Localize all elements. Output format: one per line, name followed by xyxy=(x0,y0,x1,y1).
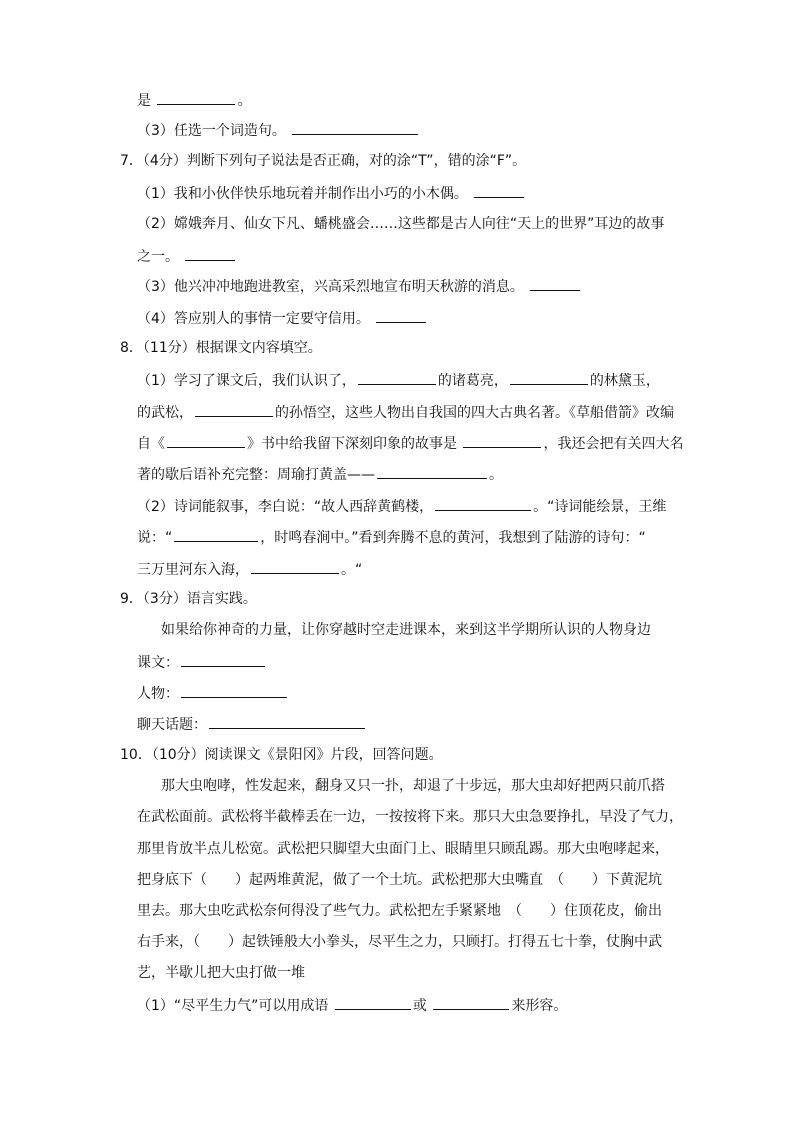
line-text: 的武松， xyxy=(137,405,193,421)
text-line xyxy=(137,464,503,485)
line-text: 把身底下（ ）起两堆黄泥，做了一个土坑。武松把那大虫嘴直 （ ）下黄泥坑 xyxy=(137,872,662,888)
text-line xyxy=(137,370,660,391)
line-text: ，时鸣春涧中。”看到奔腾不息的黄河，我想到了陆游的诗句：“ xyxy=(260,530,646,546)
answer-blank[interactable] xyxy=(181,683,287,698)
text-line xyxy=(137,901,662,921)
answer-blank[interactable] xyxy=(174,527,258,542)
answer-blank[interactable] xyxy=(510,370,588,385)
line-text: 课文： xyxy=(137,655,179,671)
answer-blank[interactable] xyxy=(335,995,411,1010)
line-text: （2）诗词能叙事，李白说：“故人西辞黄鹤楼， xyxy=(137,499,434,515)
text-line xyxy=(137,559,362,580)
text-line xyxy=(161,776,665,796)
answer-blank[interactable] xyxy=(292,120,418,135)
text-line xyxy=(137,963,305,983)
text-line xyxy=(137,402,674,423)
answer-blank[interactable] xyxy=(181,652,265,667)
text-line xyxy=(137,246,237,267)
answer-blank[interactable] xyxy=(435,496,531,511)
answer-blank[interactable] xyxy=(209,714,365,729)
text-line xyxy=(137,276,582,297)
line-text: 7．（4分）判断下列句子说法是否正确，对的涂“T”，错的涂“F”。 xyxy=(120,153,527,169)
text-line xyxy=(137,496,666,517)
line-text: 的孙悟空，这些人物出自我国的四大古典名著。《草船借箭》改编 xyxy=(275,405,674,421)
text-line xyxy=(137,308,428,329)
answer-blank[interactable] xyxy=(474,183,524,198)
line-text: 自《 xyxy=(137,436,165,452)
text-line xyxy=(137,932,662,952)
line-text: 的林黛玉， xyxy=(589,373,660,389)
answer-blank[interactable] xyxy=(530,276,580,291)
line-text: 那里肯放半点儿松宽。武松把只脚望大虫面门上、眼睛里只顾乱踢。那大虫咆哮起来， xyxy=(137,841,669,857)
answer-blank[interactable] xyxy=(376,308,426,323)
text-line xyxy=(137,839,669,859)
line-text: 。 xyxy=(237,93,252,109)
text-line xyxy=(120,338,322,358)
text-line xyxy=(120,745,443,765)
answer-blank[interactable] xyxy=(377,464,487,479)
text-line xyxy=(120,151,526,171)
answer-blank[interactable] xyxy=(167,433,245,448)
text-line xyxy=(120,589,257,609)
answer-blank[interactable] xyxy=(433,995,509,1010)
line-text: 。“诗词能绘景，王维 xyxy=(533,499,667,515)
text-line xyxy=(137,214,664,234)
text-line xyxy=(137,995,567,1016)
text-line xyxy=(137,527,646,548)
line-text: 那大虫咆哮，性发起来，翻身又只一扑，却退了十步远，那大虫却好把两只前爪搭 xyxy=(161,778,665,794)
line-text: 10．（10分）阅读课文《景阳冈》片段，回答问题。 xyxy=(120,747,443,763)
text-line xyxy=(137,652,267,673)
line-text: 里去。那大虫吃武松奈何得没了些气力。武松把左手紧紧地 （ ）住顶花皮，偷出 xyxy=(137,903,662,919)
line-text: 》书中给我留下深刻印象的故事是 xyxy=(247,436,462,452)
text-line xyxy=(137,433,683,454)
line-text: （3）他兴冲冲地跑进教室，兴高采烈地宣布明天秋游的消息。 xyxy=(137,279,529,295)
line-text: （1）我和小伙伴快乐地玩着并制作出小巧的小木偶。 xyxy=(137,186,473,202)
text-line xyxy=(137,714,367,735)
line-text: （3）任选一个词造句。 xyxy=(137,123,291,139)
text-line xyxy=(161,620,651,640)
line-text: （4）答应别人的事情一定要守信用。 xyxy=(137,311,375,327)
line-text: 著的歇后语补充完整：周瑜打黄盖—— xyxy=(137,467,375,483)
answer-blank[interactable] xyxy=(157,90,235,105)
line-text: 。“ xyxy=(341,562,363,578)
line-text: （2）嫦娥奔月、仙女下凡、蟠桃盛会……这些都是古人向往“天上的世界”耳边的故事 xyxy=(137,216,665,232)
line-text: 艺，半歇儿把大虫打做一堆 xyxy=(137,965,305,981)
line-text: 之一。 xyxy=(137,249,184,265)
line-text: 在武松面前。武松将半截棒丢在一边，一按按将下来。那只大虫急要挣扎，早没了气力， xyxy=(137,809,683,825)
line-text: 或 xyxy=(412,998,432,1014)
text-line xyxy=(137,183,526,204)
answer-blank[interactable] xyxy=(358,370,436,385)
answer-blank[interactable] xyxy=(185,246,235,261)
line-text: 是 xyxy=(137,93,156,109)
line-text: 。 xyxy=(489,467,503,483)
text-line xyxy=(137,870,662,890)
line-text: （1）“尽平生力气”可以用成语 xyxy=(137,998,333,1014)
line-text: 9．（3分）语言实践。 xyxy=(120,591,257,607)
line-text: 右手来，（ ）起铁锤般大小拳头，尽平生之力，只顾打。打得五七十拳，仗胸中武 xyxy=(137,934,662,950)
text-line xyxy=(137,90,251,111)
answer-blank[interactable] xyxy=(195,402,273,417)
text-line xyxy=(137,807,683,827)
line-text: 来形容。 xyxy=(511,998,568,1014)
line-text: 如果给你神奇的力量，让你穿越时空走进课本，来到这半学期所认识的人物身边 xyxy=(161,622,651,638)
line-text: 8．（11分）根据课文内容填空。 xyxy=(120,340,322,356)
line-text: （1）学习了课文后，我们认识了， xyxy=(137,373,356,389)
line-text: 人物： xyxy=(137,686,179,702)
text-line xyxy=(137,683,289,704)
text-line xyxy=(137,120,420,141)
line-text: 的诸葛亮， xyxy=(437,373,508,389)
answer-blank[interactable] xyxy=(251,559,339,574)
line-text: 三万里河东入海， xyxy=(137,562,249,578)
line-text: ，我还会把有关四大名 xyxy=(543,436,684,452)
line-text: 聊天话题： xyxy=(137,717,207,733)
line-text: 说：“ xyxy=(137,530,173,546)
answer-blank[interactable] xyxy=(463,433,541,448)
